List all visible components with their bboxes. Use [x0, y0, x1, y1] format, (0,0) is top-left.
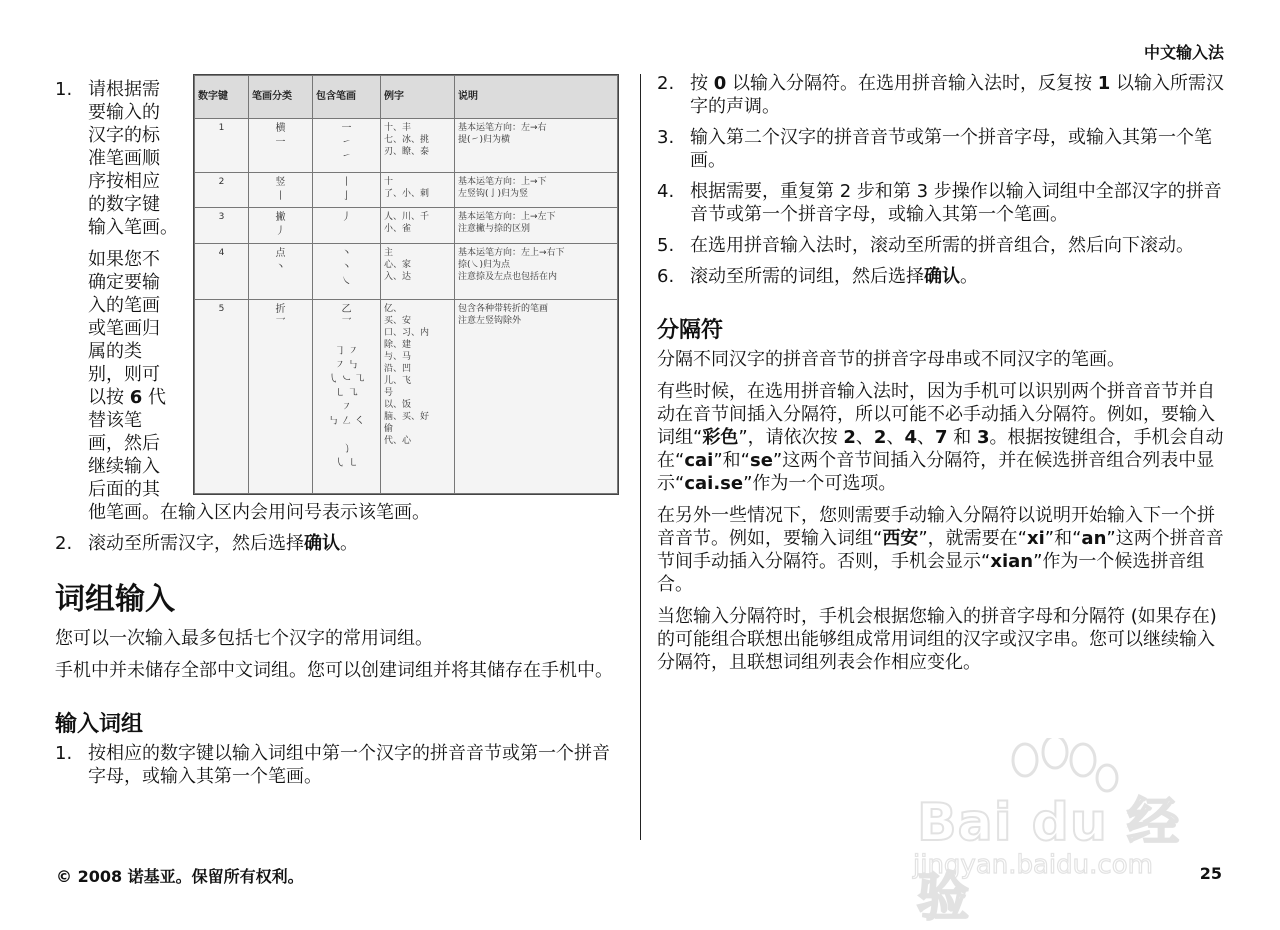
text-run: 以输入所需汉字的声调。	[690, 73, 1224, 117]
table-cell: 主 心、家 入、达	[381, 244, 455, 300]
phrase-step-3	[657, 126, 1227, 172]
key-label: 1	[1097, 73, 1111, 94]
text-line: 输入笔画。	[88, 217, 178, 238]
subsection-heading: 输入词组	[55, 712, 144, 737]
paragraph	[657, 380, 1227, 495]
text-run: 、	[855, 427, 874, 448]
table-cell: 丿	[313, 208, 381, 244]
table-cell: 1	[195, 119, 249, 173]
column-header: 笔画分类	[249, 76, 313, 119]
text-run: 在另外一些情况下，您则需要手动输入分隔符以说明开始输入下一个拼音音节。例如，要输入词组“	[657, 505, 1215, 549]
paragraph: 手机中并未储存全部中文词组。您可以创建词组并将其储存在手机中。	[55, 660, 613, 681]
text-line: 如果您不	[88, 249, 160, 270]
table-row	[195, 119, 618, 173]
text-line: 汉字的标	[88, 125, 160, 146]
table-cell: 丨 亅	[313, 173, 381, 208]
table-header-row	[195, 76, 618, 119]
text-run: ”，就需要在“	[918, 528, 1027, 549]
step-2	[55, 532, 625, 555]
table-cell: 基本运笔方向：上→左下 注意撇与捺的区别	[455, 208, 618, 244]
bold-run: an	[1081, 528, 1107, 549]
table-cell: 十、丰 七、冰、挑 刃、瞭、泰	[381, 119, 455, 173]
table-cell: 乙 乛 ㇆ ㇇ ㇇ ㇉ ㇂ ㇃ ㇈ ㇄ ㇈ ㇇ ㇉ ㇜ ㇛ ㇁ ㇂ ㇄	[313, 300, 381, 494]
table-cell: 丶 丶 ㇏	[313, 244, 381, 300]
table-cell: 人、川、千 小、雀	[381, 208, 455, 244]
table-cell: 2	[195, 173, 249, 208]
table-cell	[249, 208, 313, 244]
text-run: 按相应的数字键以输入词组中第一个汉字的拼音音节或第一个拼音字母，或输入其第一个笔画。	[88, 743, 610, 787]
text-line: 画，然后	[88, 433, 160, 454]
text-line: 序按相应	[88, 171, 160, 192]
table-cell	[249, 300, 313, 494]
text-run: 、	[916, 427, 935, 448]
table-row	[195, 173, 618, 208]
subsection-heading: 分隔符	[657, 318, 724, 343]
text-run: 输入第二个汉字的拼音音节或第一个拼音字母，或输入其第一个笔画。	[690, 127, 1212, 171]
table-cell: 基本运笔方向：上→下 左竖钩(亅)归为竖	[455, 173, 618, 208]
step-number: 6.	[657, 266, 675, 287]
confirm-label: 确认	[304, 533, 340, 554]
step-number: 2.	[657, 73, 675, 94]
table-cell: 亿、 买、安 口、习、内 除、建 与、马 沿、凹 儿、飞 号 以、饭 脑、买、好 偷 代、心	[381, 300, 455, 494]
text-run: ”这两个拼音音节间手动插入分隔符。否则，手机会显示“	[657, 528, 1224, 572]
text-line: 确定要输	[88, 272, 160, 293]
bold-run: xian	[990, 551, 1034, 572]
text-run: 以输入分隔符。在选用拼音输入法时，反复按	[726, 73, 1098, 94]
cell-text: 丨	[275, 191, 286, 202]
table-cell: 4	[195, 244, 249, 300]
step-number: 1.	[55, 743, 73, 764]
text-line: 替该笔	[88, 410, 142, 431]
key-label: 7	[934, 427, 948, 448]
key-label: 4	[904, 427, 917, 448]
text-line: 的数字键	[88, 194, 160, 215]
stroke-table	[193, 74, 619, 495]
section-heading: 词组输入	[55, 582, 175, 617]
text-run: ”作为一个可选项。	[743, 473, 897, 494]
step-number: 5.	[657, 235, 675, 256]
table-cell	[249, 244, 313, 300]
paragraph	[657, 504, 1227, 596]
text-line: 准笔画顺	[88, 148, 160, 169]
cell-text: 竖	[275, 177, 286, 188]
text-run: ”和“	[1044, 528, 1082, 549]
text-line: 要输入的	[88, 102, 160, 123]
text-run: 有些时候，在选用拼音输入法时，因为手机可以识别两个拼音音节并自动在音节间插入分隔符，所以可能不必手动插入分隔符。例如，要输入词组“	[657, 381, 1215, 448]
text-line: 属的类	[88, 341, 142, 362]
confirm-label: 确认	[924, 266, 960, 287]
step-number: 4.	[657, 181, 675, 202]
key-label: 0	[713, 73, 727, 94]
text-line: 请根据需	[88, 79, 160, 100]
text-run: 和	[947, 427, 977, 448]
phrase-step-4	[657, 180, 1227, 226]
text-run: ”，请依次按	[738, 427, 844, 448]
column-header: 包含笔画	[313, 76, 381, 119]
cell-text: 点	[275, 248, 286, 259]
text-line: 继续输入	[88, 456, 160, 477]
table-cell: 3	[195, 208, 249, 244]
cell-text: 乛	[275, 318, 286, 329]
text-line: 他笔画。在输入区内会用问号表示该笔画。	[88, 502, 430, 523]
text-run: 。	[340, 533, 358, 554]
copyright-footer: © 2008 诺基亚。保留所有权利。	[56, 867, 304, 886]
bold-run: 彩色	[702, 427, 739, 448]
text-run: 按	[690, 73, 714, 94]
cell-text: 一	[275, 137, 286, 148]
text-run: 、	[886, 427, 905, 448]
paragraph: 您可以一次输入最多包括七个汉字的常用词组。	[55, 628, 433, 649]
column-header: 例字	[381, 76, 455, 119]
key-label: 3	[976, 427, 990, 448]
text-run: 在选用拼音输入法时，滚动至所需的拼音组合，然后向下滚动。	[690, 235, 1194, 256]
table-cell: 基本运笔方向：左上→右下 捺(㇏)归为点 注意捺及左点也包括在内	[455, 244, 618, 300]
text-run: 代	[142, 387, 166, 408]
baidu-watermark-logo	[905, 738, 1205, 928]
text-line: 入的笔画	[88, 295, 160, 316]
column-header: 说明	[455, 76, 618, 119]
text-run: ”和“	[713, 450, 750, 471]
text-line: 或笔画归	[88, 318, 160, 339]
text-run: 根据需要，重复第 2 步和第 3 步操作以输入词组中全部汉字的拼音音节或第一个拼音字母，或输入其第一个笔画。	[690, 181, 1222, 225]
cell-text: 丶	[275, 262, 286, 273]
text-line: 后面的其	[88, 479, 160, 500]
watermark-url: jingyan.baidu.com	[913, 850, 1153, 880]
cell-text: 横	[275, 123, 286, 134]
column-header: 数字键	[195, 76, 249, 119]
paragraph: 当您输入分隔符时，手机会根据您输入的拼音字母和分隔符 (如果存在) 的可能组合联想出能够组成常用词组的汉字或汉字串。您可以继续输入分隔符，且联想词组列表会作相应变化。	[657, 606, 1217, 673]
text-run: 。	[960, 266, 978, 287]
key-label: 2	[843, 427, 856, 448]
paragraph: 分隔不同汉字的拼音音节的拼音字母串或不同汉字的笔画。	[657, 349, 1125, 370]
key-label: 6	[129, 387, 143, 408]
text-run: ”作为一个候选拼音组合。	[657, 551, 1205, 595]
table-row	[195, 208, 618, 244]
table-row	[195, 244, 618, 300]
running-header: 中文输入法	[1143, 43, 1224, 62]
text-line: 别，则可	[88, 364, 160, 385]
bold-run: se	[749, 450, 773, 471]
table-row	[195, 300, 618, 494]
table-cell: 包含各种带转折的笔画 注意左竖钩除外	[455, 300, 618, 494]
step-number: 2.	[55, 533, 73, 554]
key-label: 2	[873, 427, 887, 448]
bold-run: cai.se	[684, 473, 744, 494]
page-number: 25	[1199, 864, 1222, 883]
text-run: ”这两个音节间插入分隔符，并在候选拼音组合列表中显示“	[657, 450, 1215, 494]
table-cell: 一 ㇀ ㇀	[313, 119, 381, 173]
cell-text: 丿	[275, 226, 286, 237]
step-number: 3.	[657, 127, 675, 148]
phrase-step-1	[55, 742, 625, 788]
bold-run: 西安	[882, 528, 919, 549]
phrase-step-2	[657, 72, 1227, 118]
bold-run: cai	[684, 450, 714, 471]
cell-text: 撇	[275, 212, 286, 223]
phrase-step-5	[657, 234, 1227, 257]
text-run: 滚动至所需汉字，然后选择	[88, 533, 304, 554]
column-divider	[640, 74, 641, 840]
table-cell: 5	[195, 300, 249, 494]
table-cell	[249, 173, 313, 208]
right-column	[657, 72, 1227, 683]
table-cell: 十 了、小、刺	[381, 173, 455, 208]
text-run: 。根据按键组合，手机会自动在“	[657, 427, 1224, 471]
bold-run: xi	[1026, 528, 1045, 549]
watermark-brand: Bai du 经验	[917, 793, 1180, 928]
table-cell	[249, 119, 313, 173]
text-run: 滚动至所需的词组，然后选择	[690, 266, 924, 287]
step-number: 1.	[55, 79, 73, 100]
phrase-step-6	[657, 265, 1227, 288]
text-run: 以按	[88, 387, 124, 408]
cell-text: 折	[275, 304, 286, 315]
table-cell: 基本运笔方向：左→右 提(㇀)归为横	[455, 119, 618, 173]
